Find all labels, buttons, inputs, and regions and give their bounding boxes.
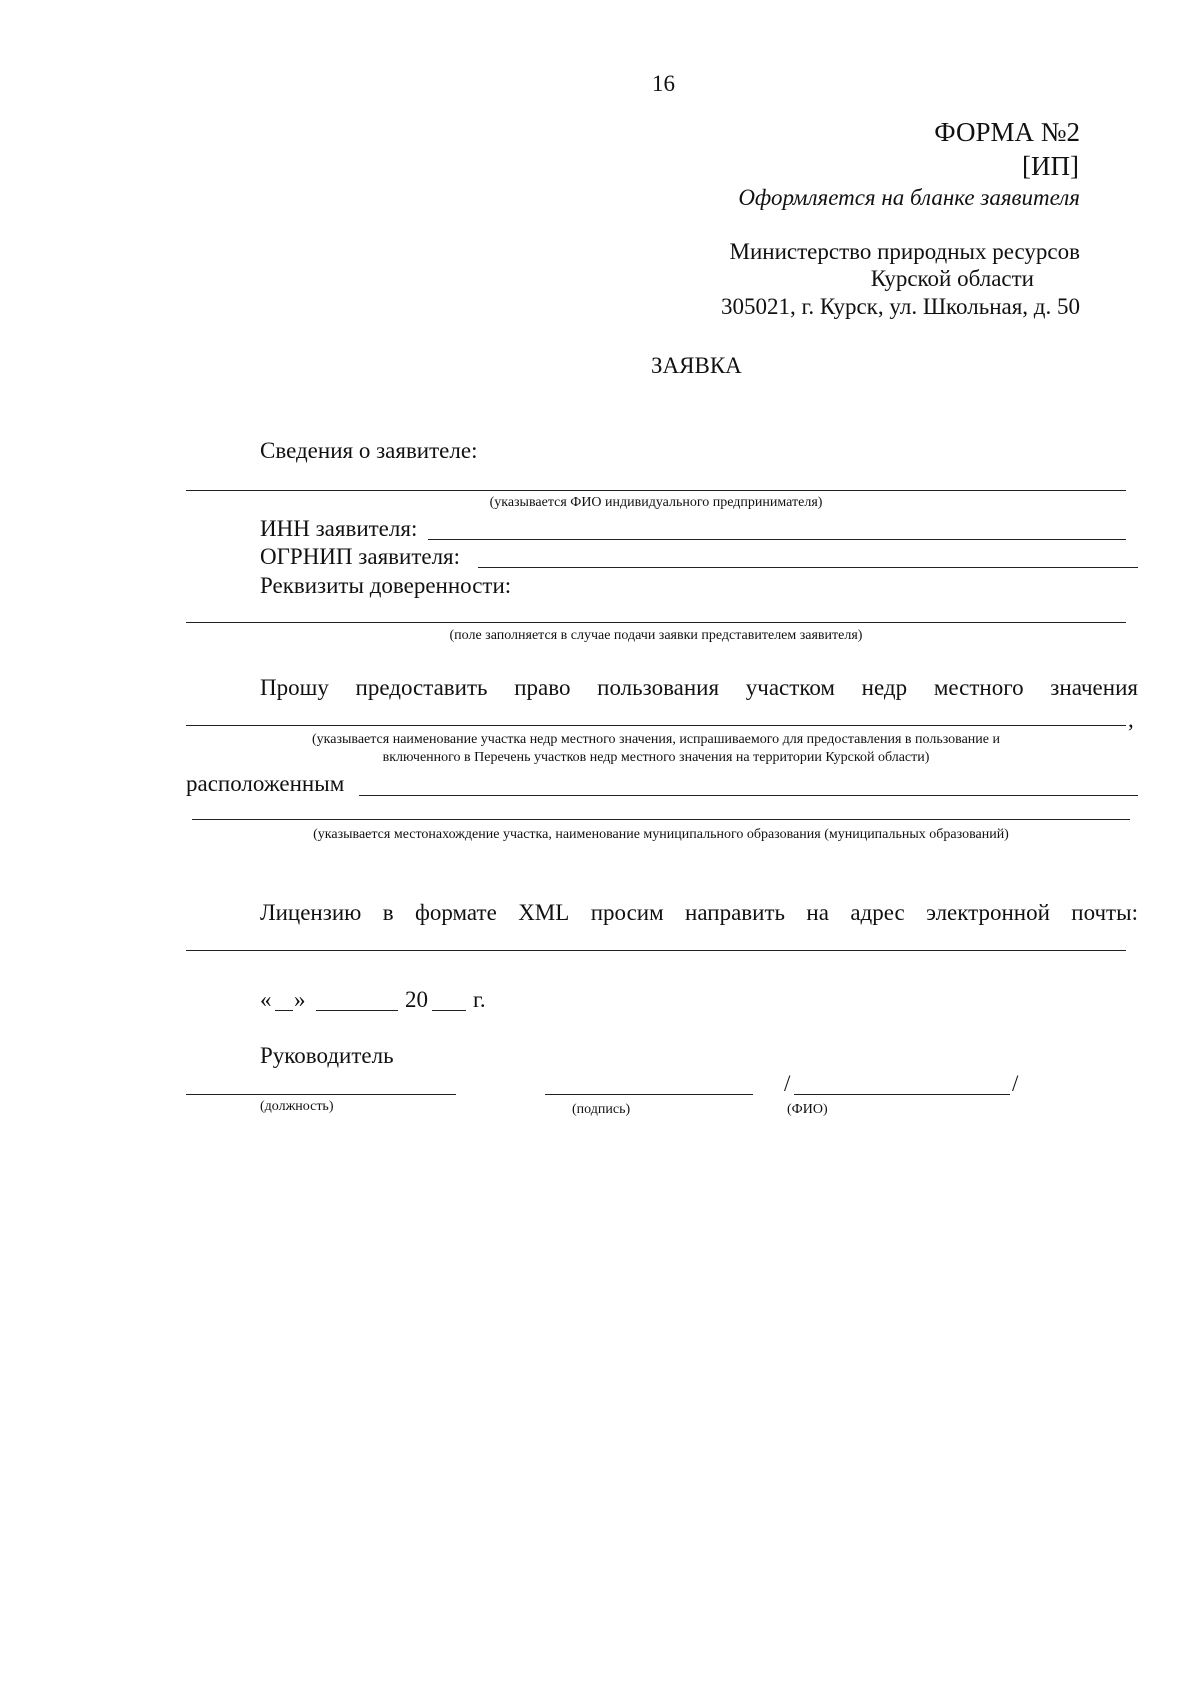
document-title: ЗАЯВКА	[651, 353, 742, 378]
license-word: формате	[414, 900, 497, 925]
inn-label: ИНН заявителя:	[260, 516, 418, 541]
site-name-hint-1: (указывается наименование участка недр местного значения, испрашиваемого для предоставления в пользование и	[312, 732, 1000, 747]
site-name-comma: ,	[1128, 707, 1134, 732]
date-century: 20	[405, 987, 428, 1012]
position-hint: (должность)	[260, 1099, 334, 1114]
day-line[interactable]	[275, 1010, 293, 1011]
power-of-attorney-line[interactable]	[186, 622, 1126, 623]
location-line[interactable]	[192, 819, 1130, 820]
date-open-quote: «	[260, 987, 272, 1012]
form-note: Оформляется на бланке заявителя	[738, 185, 1080, 210]
license-word: просим	[590, 900, 664, 925]
form-title: ФОРМА №2	[934, 117, 1080, 147]
request-text	[260, 674, 1138, 702]
request-word: право	[514, 675, 571, 700]
located-label: расположенным	[186, 771, 345, 796]
power-of-attorney-label: Реквизиты доверенности:	[260, 573, 512, 598]
license-word: направить	[685, 900, 785, 925]
position-line[interactable]	[186, 1094, 456, 1095]
name-slash-left: /	[784, 1071, 791, 1096]
request-word: недр	[861, 675, 908, 700]
addressee-line-3: 305021, г. Курск, ул. Школьная, д. 50	[721, 294, 1080, 319]
request-word: пользования	[597, 675, 720, 700]
license-word: электронной	[926, 900, 1050, 925]
month-line[interactable]	[316, 1010, 398, 1011]
license-word: Лицензию	[260, 900, 362, 925]
request-word: местного	[933, 675, 1024, 700]
site-name-hint-2: включенного в Перечень участков недр местного значения на территории Курской области)	[382, 750, 930, 765]
applicant-heading: Сведения о заявителе:	[260, 438, 478, 463]
request-word: Прошу	[260, 675, 329, 700]
form-type: [ИП]	[1022, 151, 1079, 181]
ogrnip-label: ОГРНИП заявителя:	[260, 544, 461, 569]
license-word: XML	[518, 900, 570, 925]
name-hint: (ФИО)	[787, 1102, 828, 1117]
addressee-line-1: Министерство природных ресурсов	[729, 239, 1080, 264]
addressee-line-2: Курской области	[870, 266, 1034, 291]
ogrnip-line[interactable]	[478, 567, 1138, 568]
power-of-attorney-hint: (поле заполняется в случае подачи заявки представителем заявителя)	[449, 628, 863, 643]
page-number: 16	[652, 71, 675, 96]
license-word: адрес	[850, 900, 905, 925]
fio-line[interactable]	[186, 490, 1126, 491]
fio-hint: (указывается ФИО индивидуального предпринимателя)	[489, 495, 823, 510]
request-word: участком	[745, 675, 835, 700]
license-word: на	[806, 900, 829, 925]
signature-hint: (подпись)	[572, 1102, 631, 1117]
inn-line[interactable]	[428, 539, 1126, 540]
request-word: предоставить	[355, 675, 488, 700]
license-word: почты:	[1071, 900, 1138, 925]
email-line[interactable]	[186, 950, 1126, 951]
signer-role: Руководитель	[260, 1043, 394, 1068]
name-slash-right: /	[1012, 1071, 1019, 1096]
site-name-line[interactable]	[186, 725, 1126, 726]
date-close-quote: »	[294, 987, 306, 1012]
license-word: в	[382, 900, 394, 925]
year-line[interactable]	[432, 1010, 466, 1011]
located-line[interactable]	[359, 795, 1138, 796]
request-word: значения	[1050, 675, 1138, 700]
location-hint: (указывается местонахождение участка, наименование муниципального образования (муниципальных образований)	[313, 827, 1009, 842]
signature-line[interactable]	[545, 1094, 753, 1095]
license-text	[260, 899, 1138, 927]
name-line[interactable]	[794, 1094, 1010, 1095]
date-year-suffix: г.	[473, 987, 486, 1012]
